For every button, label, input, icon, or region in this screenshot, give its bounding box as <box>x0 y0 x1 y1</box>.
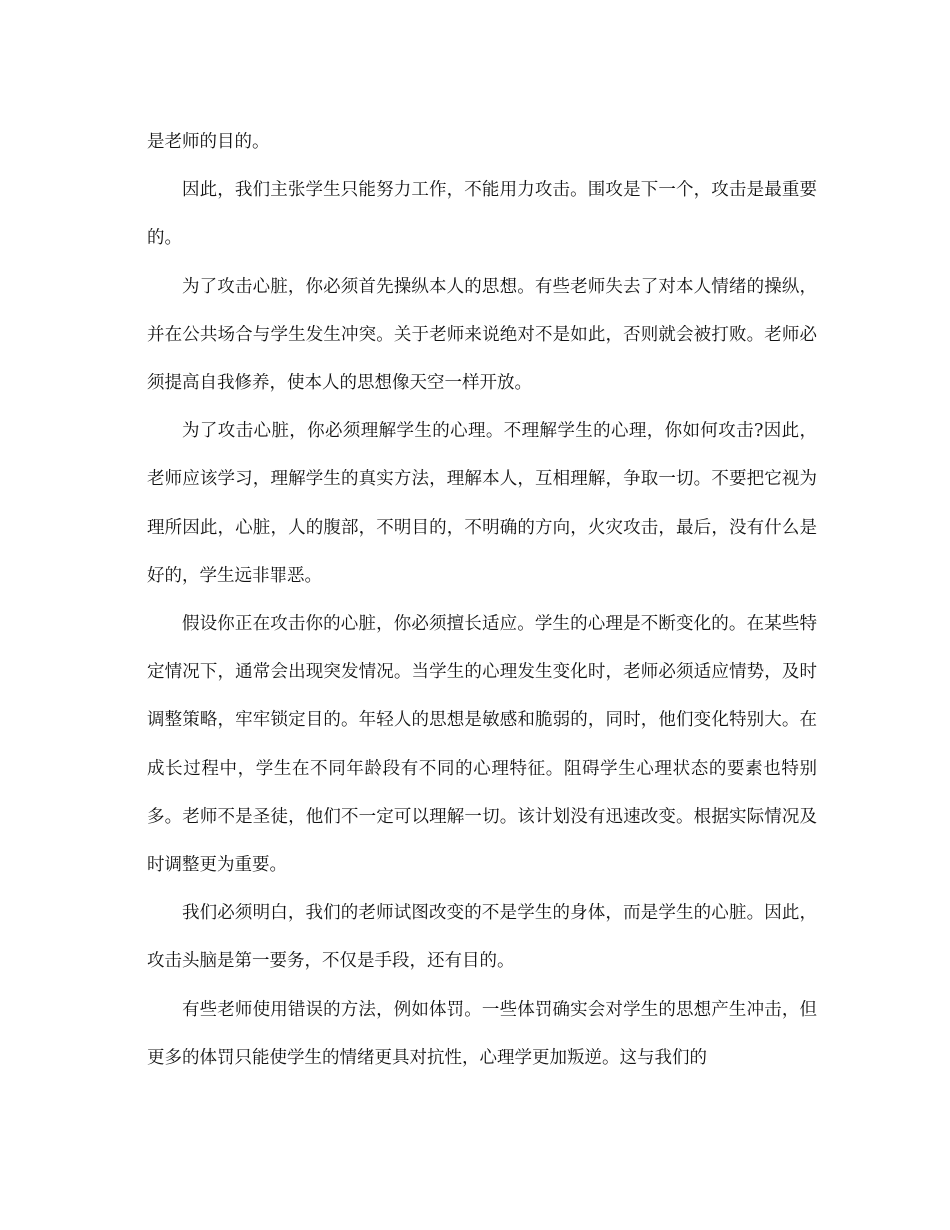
paragraph-1: 是老师的目的。 <box>147 132 270 152</box>
paragraph-3: 为了攻击心脏，你必须首先操纵本人的思想。有些老师失去了对本人情绪的操纵，并在公共场合与学生发生冲突。关于老师来说绝对不是如此，否则就会被打败。老师必须提高自我修养，使本人的思想像天空一样开放。 <box>147 276 817 394</box>
paragraph-2: 因此，我们主张学生只能努力工作，不能用力攻击。围攻是下一个，攻击是最重要的。 <box>147 180 817 249</box>
paragraph-4: 为了攻击心脏，你必须理解学生的心理。不理解学生的心理，你如何攻击?因此，老师应该学习，理解学生的真实方法，理解本人，互相理解，争取一切。不要把它视为理所因此，心脏，人的腹部，不明目的，不明确的方向，火灾攻击，最后，没有什么是好的，学生远非罪恶。 <box>147 421 817 586</box>
paragraph-7: 有些老师使用错误的方法，例如体罚。一些体罚确实会对学生的思想产生冲击，但更多的体罚只能使学生的情绪更具对抗性，心理学更加叛逆。这与我们的 <box>147 999 817 1068</box>
paragraph-5: 假设你正在攻击你的心脏，你必须擅长适应。学生的心理是不断变化的。在某些特定情况下，通常会出现突发情况。当学生的心理发生变化时，老师必须适应情势，及时调整策略，牢牢锁定目的。年轻人的思想是敏感和脆弱的，同时，他们变化特别大。在成长过程中，学生在不同年龄段有不同的心理特征。阻碍学生心理状态的要素也特别多。老师不是圣徒，他们不一定可以理解一切。该计划没有迅速改变。根据实际情况及时调整更为重要。 <box>147 614 817 876</box>
paragraph-6: 我们必须明白，我们的老师试图改变的不是学生的身体，而是学生的心脏。因此，攻击头脑是第一要务，不仅是手段，还有目的。 <box>147 903 817 972</box>
document-body <box>147 118 817 1082</box>
